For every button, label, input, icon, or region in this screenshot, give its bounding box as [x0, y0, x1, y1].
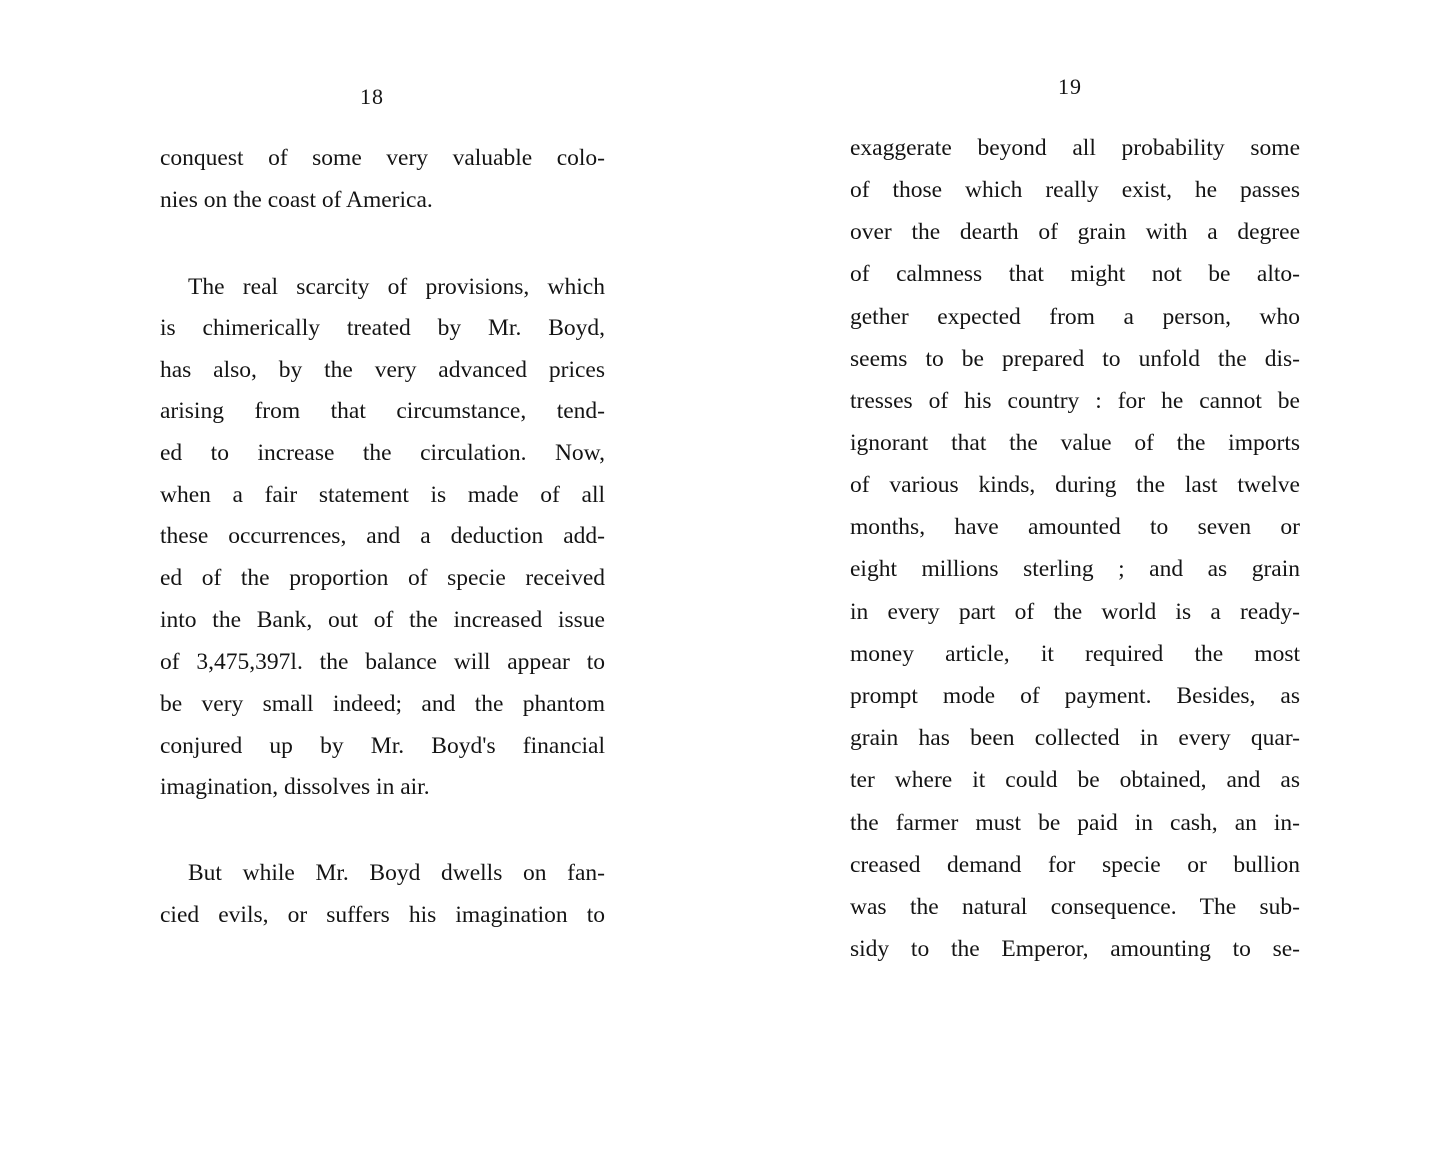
- text-line: in every part of the world is a ready-: [850, 599, 1300, 625]
- text-line: ter where it could be obtained, and as: [850, 767, 1300, 793]
- text-line: months, have amounted to seven or: [850, 514, 1300, 540]
- left-page: [160, 0, 605, 1159]
- page-number: 18: [360, 84, 384, 109]
- text-line: ed to increase the circulation. Now,: [160, 440, 605, 466]
- text-line: seems to be prepared to unfold the dis-: [850, 346, 1300, 372]
- text-line: imagination, dissolves in air.: [160, 774, 430, 800]
- text-line: The real scarcity of provisions, which: [188, 274, 605, 300]
- text-line: was the natural consequence. The sub-: [850, 894, 1300, 920]
- text-line: is chimerically treated by Mr. Boyd,: [160, 315, 605, 341]
- text-line: of various kinds, during the last twelve: [850, 472, 1300, 498]
- text-line: of 3,475,397l. the balance will appear to: [160, 649, 605, 675]
- text-line: of those which really exist, he passes: [850, 177, 1300, 203]
- text-line: sidy to the Emperor, amounting to se-: [850, 936, 1300, 962]
- text-line: over the dearth of grain with a degree: [850, 219, 1300, 245]
- text-line: conjured up by Mr. Boyd's financial: [160, 733, 605, 759]
- text-line: the farmer must be paid in cash, an in-: [850, 810, 1300, 836]
- text-line: nies on the coast of America.: [160, 187, 433, 213]
- text-line: ed of the proportion of specie received: [160, 565, 605, 591]
- text-line: exaggerate beyond all probability some: [850, 135, 1300, 161]
- text-line: tresses of his country : for he cannot be: [850, 388, 1300, 414]
- text-line: grain has been collected in every quar-: [850, 725, 1300, 751]
- text-line: conquest of some very valuable colo-: [160, 145, 605, 171]
- text-line: cied evils, or suffers his imagination to: [160, 902, 605, 928]
- text-line: these occurrences, and a deduction add-: [160, 523, 605, 549]
- text-line: be very small indeed; and the phantom: [160, 691, 605, 717]
- text-line: eight millions sterling ; and as grain: [850, 556, 1300, 582]
- text-line: prompt mode of payment. Besides, as: [850, 683, 1300, 709]
- text-line: when a fair statement is made of all: [160, 482, 605, 508]
- text-line: arising from that circumstance, tend-: [160, 398, 605, 424]
- text-line: gether expected from a person, who: [850, 304, 1300, 330]
- text-line: of calmness that might not be alto-: [850, 261, 1300, 287]
- text-line: creased demand for specie or bullion: [850, 852, 1300, 878]
- right-page: [850, 0, 1300, 1159]
- text-line: ignorant that the value of the imports: [850, 430, 1300, 456]
- text-line: into the Bank, out of the increased issue: [160, 607, 605, 633]
- text-line: But while Mr. Boyd dwells on fan-: [188, 860, 605, 886]
- page-number: 19: [1058, 74, 1082, 99]
- text-line: has also, by the very advanced prices: [160, 357, 605, 383]
- text-line: money article, it required the most: [850, 641, 1300, 667]
